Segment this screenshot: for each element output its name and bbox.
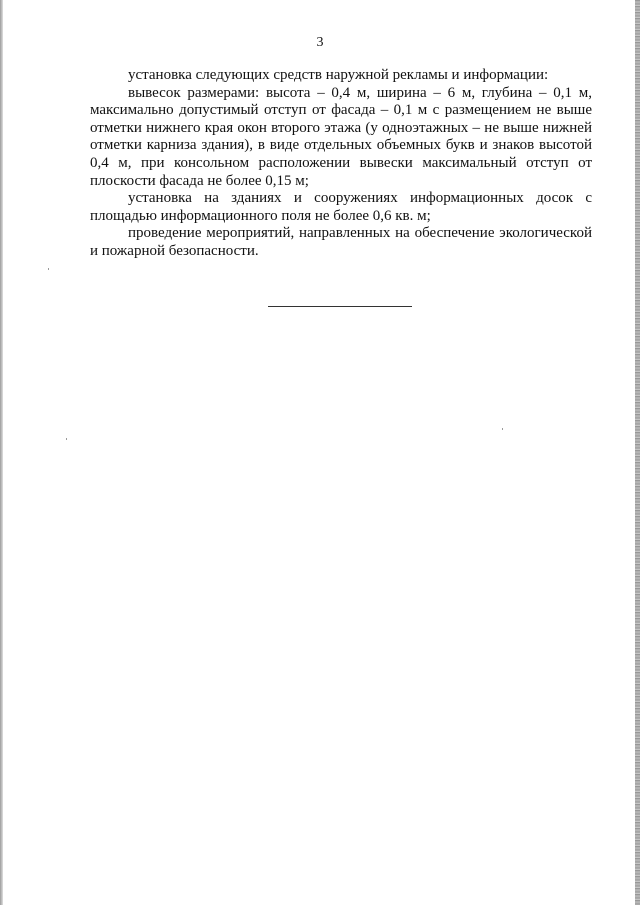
scan-edge-right (635, 0, 640, 905)
scan-speck (502, 428, 503, 430)
paragraph-advertising-intro: установка следующих средств наружной рекламы и информации: (128, 67, 549, 83)
paragraph-signboard-dimensions: вывесок размерами: высота – 0,4 м, ширина – 6 м, глубина – 0,1 м, максимально допустимый отступ от фасада – 0,1 м с размещением не выше отметки нижнего края окон второго этажа (у одноэтажных – не выше нижней отметки карниза здания), в виде отдельных объемных букв и знаков высотой 0,4 м, при консольном расположении вывески максимальный отступ от плоскости фасада не более 0,15 м; (90, 84, 592, 189)
paragraph-information-boards: установка на зданиях и сооружениях информационных досок с площадью информационного поля не более 0,6 кв. м; (90, 190, 592, 224)
paragraph-safety-measures: проведение мероприятий, направленных на обеспечение экологической и пожарной безопасности. (90, 225, 592, 259)
scan-speck (66, 438, 67, 440)
separator-line (268, 306, 412, 307)
scan-edge-left (0, 0, 3, 905)
scan-speck (48, 268, 49, 270)
page-number: 3 (316, 35, 324, 50)
document-body (90, 67, 592, 261)
